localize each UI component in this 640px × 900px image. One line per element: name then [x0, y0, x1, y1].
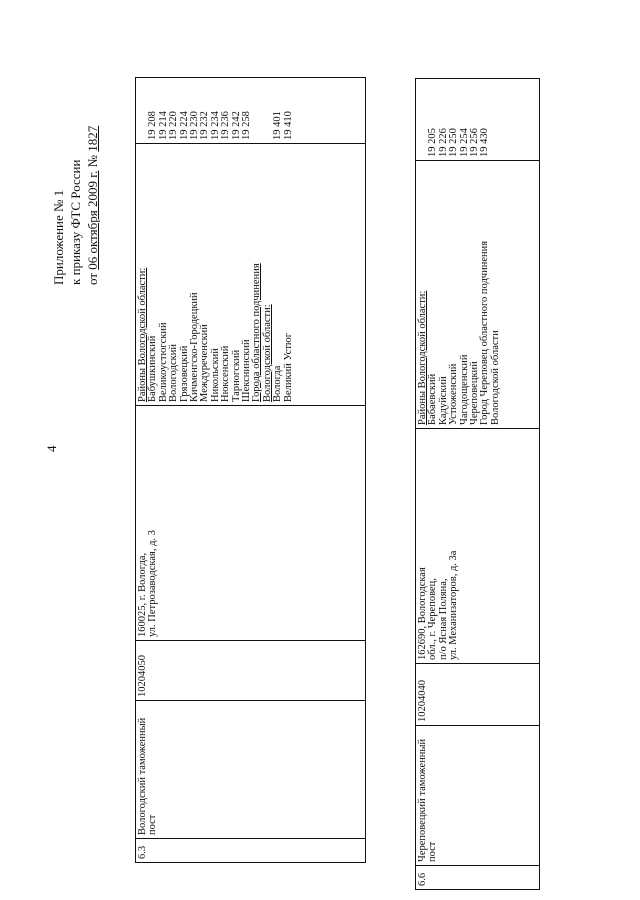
post-address — [416, 428, 539, 663]
order-number-label: № — [85, 154, 100, 168]
cities-heading: Города областного подчинения — [251, 263, 263, 402]
order-reference: к приказу ФТС России — [68, 159, 83, 285]
areas-heading: Районы Вологодской области: — [137, 267, 148, 402]
order-date-line — [84, 85, 101, 285]
cities-heading: Вологодской области: — [261, 304, 273, 402]
row-number: 6.3 — [136, 838, 365, 862]
area-item: Устюженский — [448, 363, 460, 425]
post-code: 10204050 — [136, 640, 365, 700]
document-header — [50, 85, 101, 285]
area-code: 19 236 — [220, 111, 232, 140]
city-item: Вологда — [272, 365, 284, 402]
okato-codes — [136, 78, 365, 143]
post-name-line: пост — [427, 841, 439, 862]
service-areas — [136, 143, 365, 405]
area-code: 19 220 — [168, 111, 180, 140]
area-code: 19 258 — [241, 111, 253, 140]
area-item: Череповецкий — [469, 361, 481, 425]
post-name — [416, 725, 539, 865]
area-item: Шекснинский — [241, 339, 253, 402]
address-line: 162690, Вологодская — [417, 567, 428, 660]
page-number: 4 — [44, 445, 59, 452]
service-areas — [416, 160, 539, 428]
area-item: Вологодской области — [489, 330, 501, 425]
area-item: Бабушкинский — [147, 335, 159, 402]
table-vologda-post — [135, 77, 366, 863]
post-name-line: Череповецкий таможенный — [417, 738, 428, 862]
area-item: Чагодощенский — [458, 354, 470, 425]
city-item: Великий Устюг — [282, 332, 294, 402]
area-code: 19 256 — [469, 128, 481, 157]
area-code: 19 232 — [199, 111, 211, 140]
area-item: Тарногский — [230, 349, 242, 402]
areas-heading: Районы Вологодской области: — [417, 290, 428, 425]
area-code: 19 208 — [147, 111, 159, 140]
area-code: 19 430 — [479, 128, 491, 157]
area-item: Междуреченский — [199, 324, 211, 402]
order-date: 06 октября 2009 г. — [85, 170, 100, 270]
area-code: 19 226 — [437, 128, 449, 157]
area-code: 19 250 — [448, 128, 460, 157]
city-code: 19 410 — [282, 111, 294, 140]
address-line: ул. Механизаторов, д. 3а — [448, 550, 460, 660]
area-code: 19 205 — [427, 128, 439, 157]
area-item: Никольский — [209, 348, 221, 402]
area-item: Кадуйский — [437, 376, 449, 425]
area-item: Бабаевский — [427, 373, 439, 425]
post-address — [136, 405, 365, 640]
row-number: 6.6 — [416, 865, 539, 889]
address-line: ул. Петрозаводская, д. 3 — [147, 530, 159, 637]
area-code: 19 224 — [178, 111, 190, 140]
post-code: 10204040 — [416, 663, 539, 725]
okato-codes — [416, 79, 539, 160]
order-date-prefix: от — [85, 272, 100, 285]
address-line: п/о Ясная Поляна, — [437, 578, 449, 660]
area-item: Кичменгско-Городецкий — [189, 292, 201, 402]
post-name: Вологодский таможенный пост — [136, 700, 365, 838]
order-number: 1827 — [85, 125, 100, 152]
address-line: обл., г. Череповец, — [427, 578, 439, 660]
area-item: Город Череповец областного подчинения — [479, 240, 491, 425]
address-line: 160025, г. Вологда, — [137, 552, 148, 637]
area-item: Вологодский — [168, 344, 180, 402]
area-item: Нюксенский — [220, 345, 232, 402]
area-item: Грязовецкий — [178, 345, 190, 402]
table-cherepovets-post — [415, 78, 540, 890]
area-code: 19 254 — [458, 128, 470, 157]
area-code: 19 242 — [230, 111, 242, 140]
area-code: 19 214 — [157, 111, 169, 140]
city-code: 19 401 — [272, 111, 284, 140]
area-code: 19 230 — [189, 111, 201, 140]
appendix-title: Приложение № 1 — [51, 189, 66, 285]
area-item: Великоустюгский — [157, 322, 169, 402]
area-code: 19 234 — [209, 111, 221, 140]
